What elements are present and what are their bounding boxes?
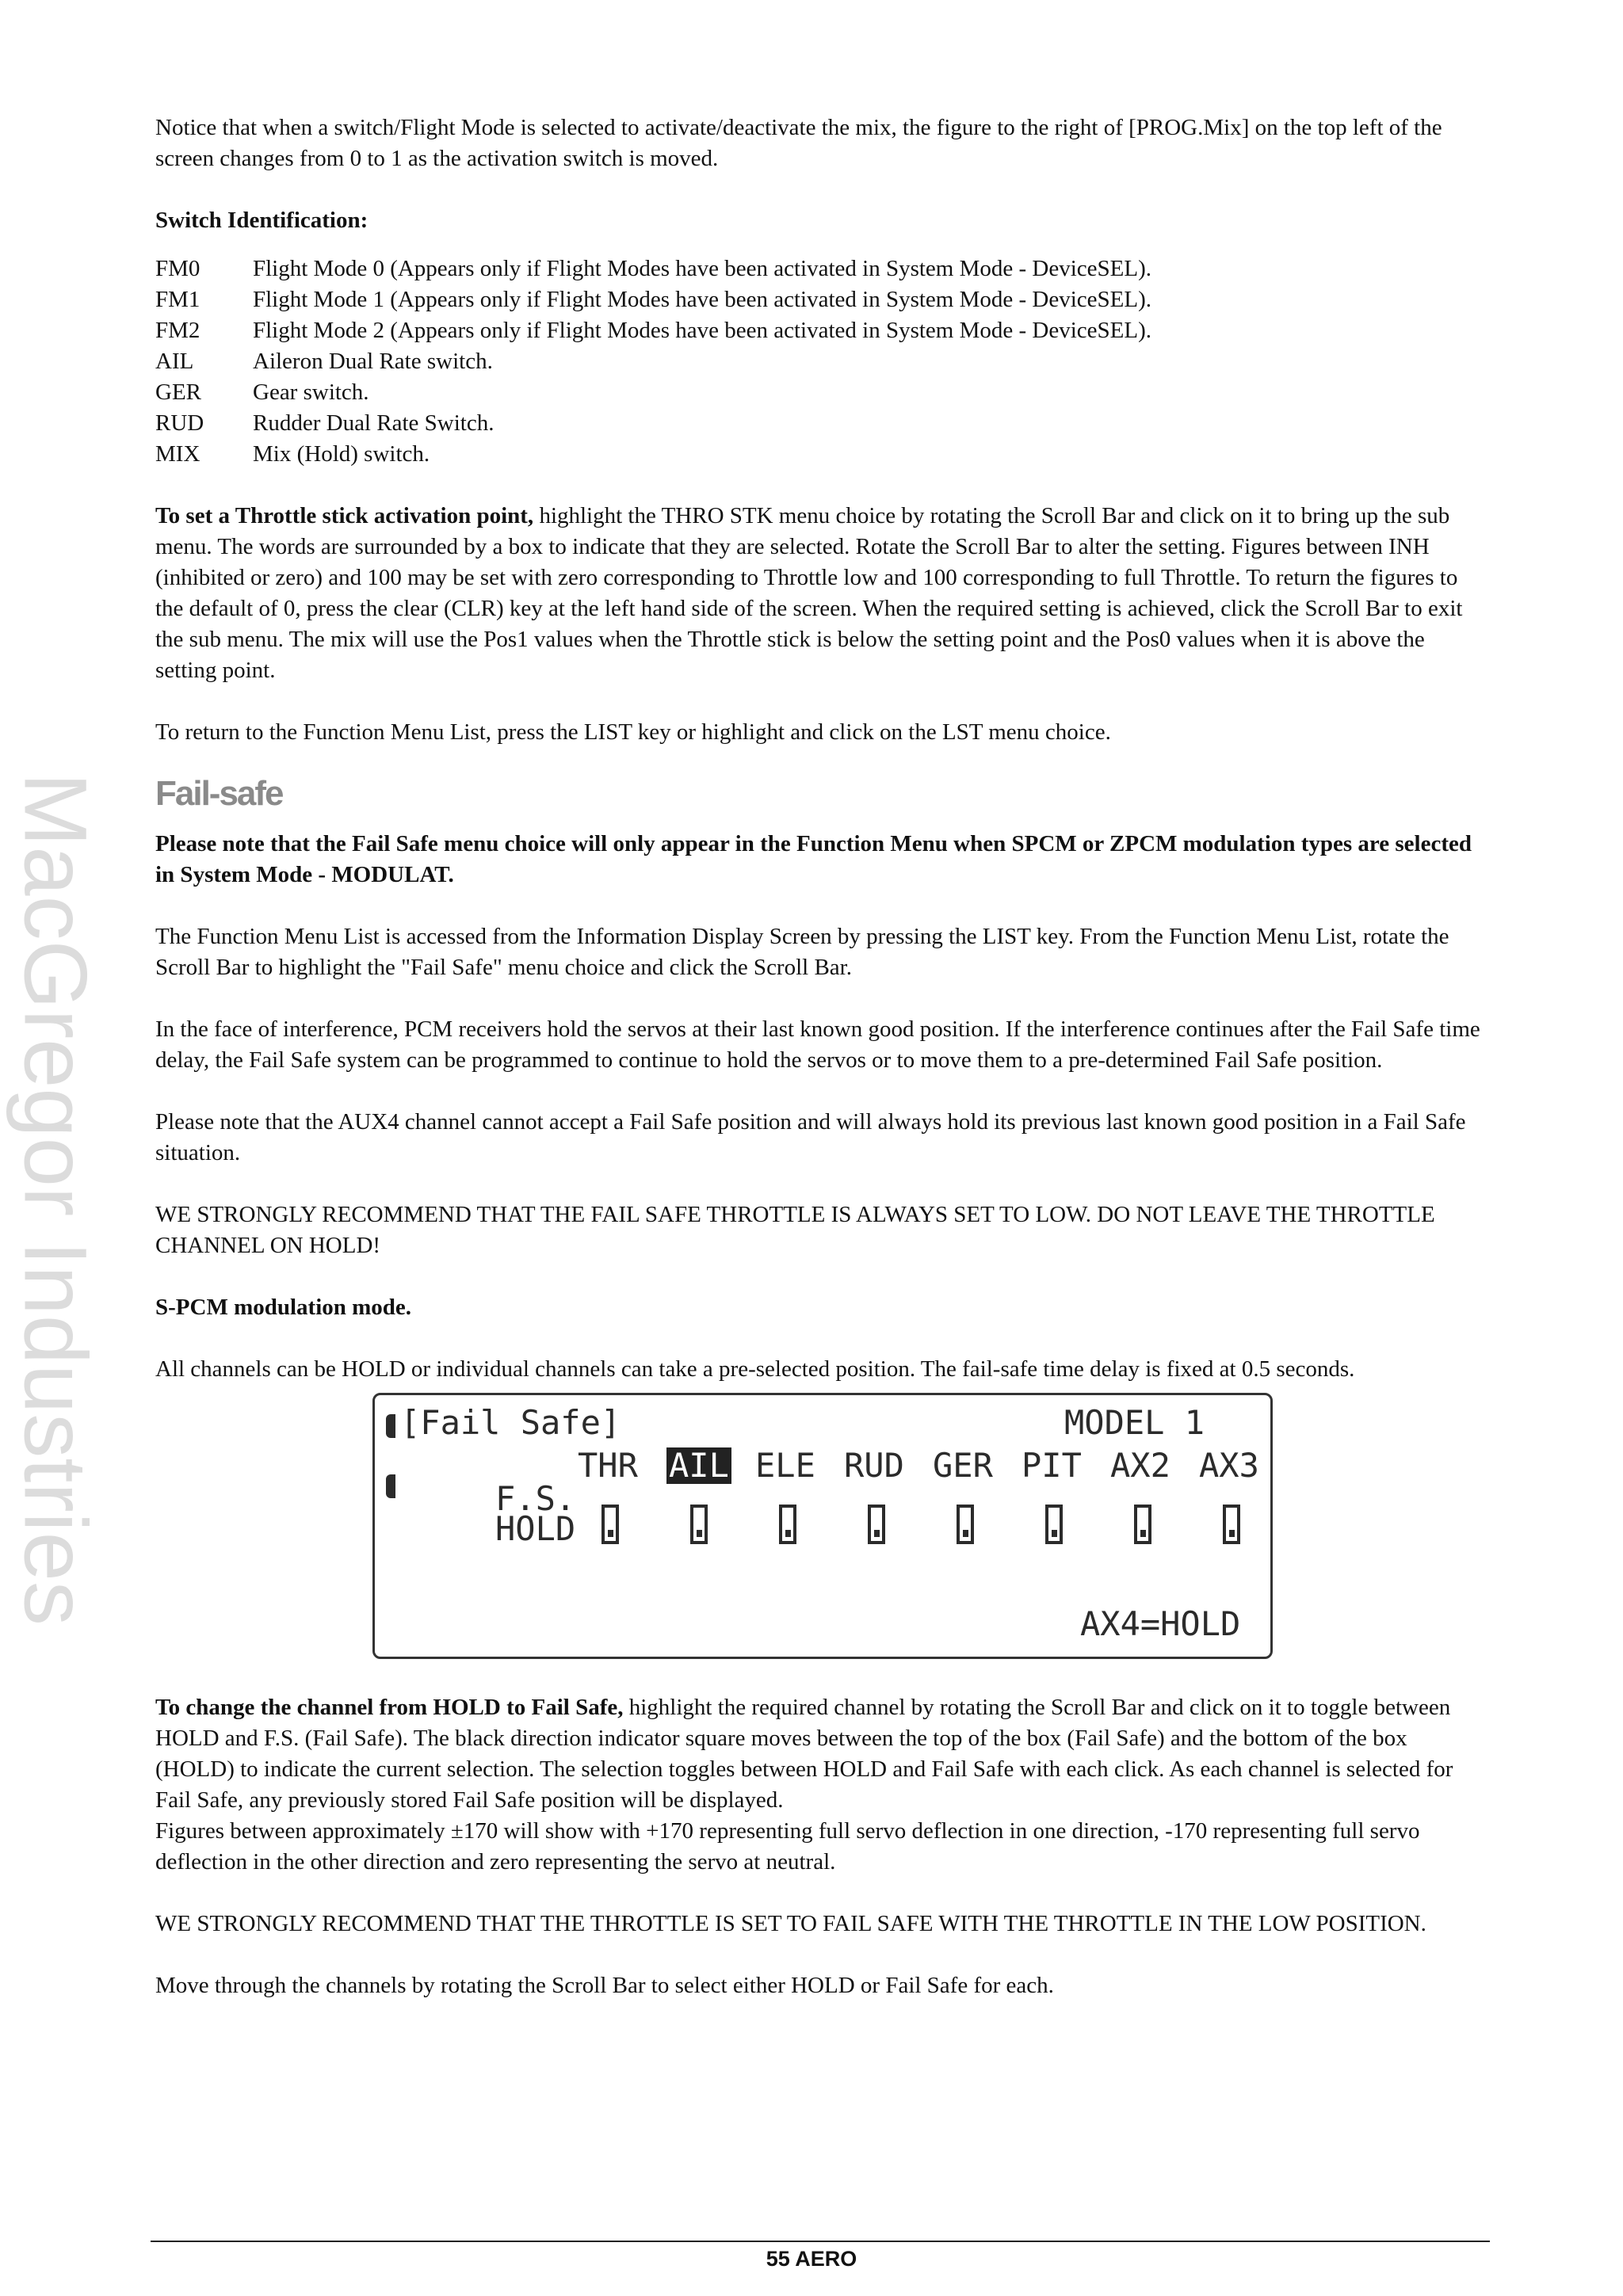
hold-indicator-box xyxy=(1134,1505,1151,1544)
switch-row xyxy=(155,284,1487,315)
switch-description: Mix (Hold) switch. xyxy=(253,441,430,467)
aux4-paragraph: Please note that the AUX4 channel cannot accept a Fail Safe position and will always hold its previous last known good position in a Fail Safe situation. xyxy=(155,1109,1466,1165)
lcd-channel-ger[interactable]: GER xyxy=(933,1446,993,1485)
lcd-title: [Fail Safe] xyxy=(400,1403,621,1442)
fail-safe-lcd-screen xyxy=(372,1393,1273,1659)
lcd-channel-rud[interactable]: RUD xyxy=(844,1446,904,1485)
switch-list xyxy=(155,254,1487,470)
switch-row xyxy=(155,254,1487,284)
hold-indicator-box xyxy=(690,1505,708,1544)
hold-indicator-box xyxy=(779,1505,796,1544)
direction-indicator-icon xyxy=(1140,1530,1146,1537)
access-paragraph: The Function Menu List is accessed from the Information Display Screen by pressing the LIST key. From the Function Menu List, rotate the Scroll Bar to highlight the "Fail Safe" menu choice and click the Scroll Bar. xyxy=(155,924,1449,980)
row-cursor-icon xyxy=(386,1474,395,1498)
throttle-body: highlight the THRO STK menu choice by rotating the Scroll Bar and click on it to bring up the sub menu. The words are surrounded by a box to indicate that they are selected. Rotate the Scroll Bar to alter the setting. Figures between INH (inhibited or zero) and 100 may be set with zero corresponding to Throttle low and 100 corresponding to full Throttle. To return the figures to the default of 0, press the clear (CLR) key at the left hand side of the screen. When the required setting is achieved, click the Scroll Bar to exit the sub menu. The mix will use the Pos1 values when the Throttle stick is below the setting point and the Pos0 values when it is above the setting point. xyxy=(155,503,1463,683)
lcd-channel-ail[interactable]: AIL xyxy=(666,1447,731,1484)
direction-indicator-icon xyxy=(963,1530,968,1537)
lcd-channel-ax2[interactable]: AX2 xyxy=(1110,1446,1170,1485)
move-paragraph: Move through the channels by rotating the Scroll Bar to select either HOLD or Fail Safe for each. xyxy=(155,1973,1054,1998)
hold-indicator-box xyxy=(957,1505,974,1544)
switch-code: FM0 xyxy=(155,256,200,281)
hold-indicator-box xyxy=(868,1505,885,1544)
hold-indicator-box xyxy=(1223,1505,1240,1544)
throttle-lead: To set a Throttle stick activation point, xyxy=(155,503,534,528)
lcd-channel-pit[interactable]: PIT xyxy=(1022,1446,1082,1485)
return-paragraph: To return to the Function Menu List, press the LIST key or highlight and click on the LST menu choice. xyxy=(155,719,1111,745)
direction-indicator-icon xyxy=(785,1530,791,1537)
lcd-channel-ele[interactable]: ELE xyxy=(755,1446,815,1485)
lcd-fs-label: F.S. xyxy=(495,1479,576,1518)
interference-paragraph: In the face of interference, PCM receivers hold the servos at their last known good position. If the interference continues after the Fail Safe time delay, the Fail Safe system can be programmed to continue to hold the servos or to move them to a pre-determined Fail Safe position. xyxy=(155,1016,1480,1073)
section-title: Fail-safe xyxy=(155,774,283,813)
direction-indicator-icon xyxy=(874,1530,880,1537)
throttle-paragraph xyxy=(155,501,1487,686)
switch-description: Rudder Dual Rate Switch. xyxy=(253,410,495,436)
watermark: MacGregor Industries xyxy=(6,772,105,1626)
warning-1: WE STRONGLY RECOMMEND THAT THE FAIL SAFE THROTTLE IS ALWAYS SET TO LOW. DO NOT LEAVE THE THROTTLE CHANNEL ON HOLD! xyxy=(155,1202,1435,1258)
lcd-footer: AX4=HOLD xyxy=(1080,1604,1241,1643)
switch-row xyxy=(155,346,1487,377)
switch-description: Aileron Dual Rate switch. xyxy=(253,349,493,374)
spcm-paragraph: All channels can be HOLD or individual channels can take a pre-selected position. The fail-safe time delay is fixed at 0.5 seconds. xyxy=(155,1356,1355,1382)
cursor-icon xyxy=(386,1414,395,1438)
direction-indicator-icon xyxy=(1229,1530,1235,1537)
switch-code: MIX xyxy=(155,441,200,467)
note-paragraph: Please note that the Fail Safe menu choice will only appear in the Function Menu when SPCM or ZPCM modulation types are selected in System Mode - MODULAT. xyxy=(155,831,1472,887)
lcd-hold-label: HOLD xyxy=(495,1509,576,1548)
switch-row xyxy=(155,408,1487,439)
switch-code: GER xyxy=(155,379,201,405)
switch-row xyxy=(155,439,1487,470)
page-number: 55 AERO xyxy=(766,2247,857,2271)
switch-code: AIL xyxy=(155,349,194,374)
change-paragraph xyxy=(155,1692,1487,1816)
change-body: highlight the required channel by rotating the Scroll Bar and click on it to toggle between HOLD and F.S. (Fail Safe). The black direction indicator square moves between the top of the box (Fail Safe) and the bottom of the box (HOLD) to indicate the current selection. The selection toggles between HOLD and Fail Safe with each click. As each channel is selected for Fail Safe, any previously stored Fail Safe position will be displayed. xyxy=(155,1695,1453,1813)
intro-paragraph: Notice that when a switch/Flight Mode is selected to activate/deactivate the mix, the figure to the right of [PROG.Mix] on the top left of the screen changes from 0 to 1 as the activation switch is moved. xyxy=(155,115,1442,171)
direction-indicator-icon xyxy=(1052,1530,1057,1537)
footer-rule xyxy=(151,2241,1490,2242)
switch-row xyxy=(155,377,1487,408)
lcd-channel-ax3[interactable]: AX3 xyxy=(1199,1446,1259,1485)
switch-description: Flight Mode 2 (Appears only if Flight Modes have been activated in System Mode - DeviceSEL). xyxy=(253,318,1152,343)
switch-code: FM1 xyxy=(155,287,200,312)
switch-heading: Switch Identification: xyxy=(155,208,369,233)
hold-indicator-box xyxy=(601,1505,619,1544)
spcm-heading: S-PCM modulation mode. xyxy=(155,1295,412,1320)
change-lead: To change the channel from HOLD to Fail Safe, xyxy=(155,1695,624,1720)
hold-indicator-box xyxy=(1045,1505,1063,1544)
switch-description: Gear switch. xyxy=(253,379,369,405)
lcd-channel-thr[interactable]: THR xyxy=(578,1446,638,1485)
direction-indicator-icon xyxy=(608,1530,613,1537)
warning-2: WE STRONGLY RECOMMEND THAT THE THROTTLE IS SET TO FAIL SAFE WITH THE THROTTLE IN THE LOW POSITION. xyxy=(155,1911,1426,1936)
switch-row xyxy=(155,315,1487,346)
switch-code: FM2 xyxy=(155,318,200,343)
direction-indicator-icon xyxy=(697,1530,702,1537)
page-content xyxy=(155,113,1487,2032)
lcd-model: MODEL 1 xyxy=(1064,1403,1205,1442)
switch-code: RUD xyxy=(155,410,204,436)
switch-description: Flight Mode 0 (Appears only if Flight Modes have been activated in System Mode - DeviceSEL). xyxy=(253,256,1152,281)
figures-paragraph: Figures between approximately ±170 will show with +170 representing full servo deflection in one direction, -170 representing full servo deflection in the other direction and zero representing the servo at neutral. xyxy=(155,1818,1420,1875)
switch-description: Flight Mode 1 (Appears only if Flight Modes have been activated in System Mode - DeviceSEL). xyxy=(253,287,1152,312)
